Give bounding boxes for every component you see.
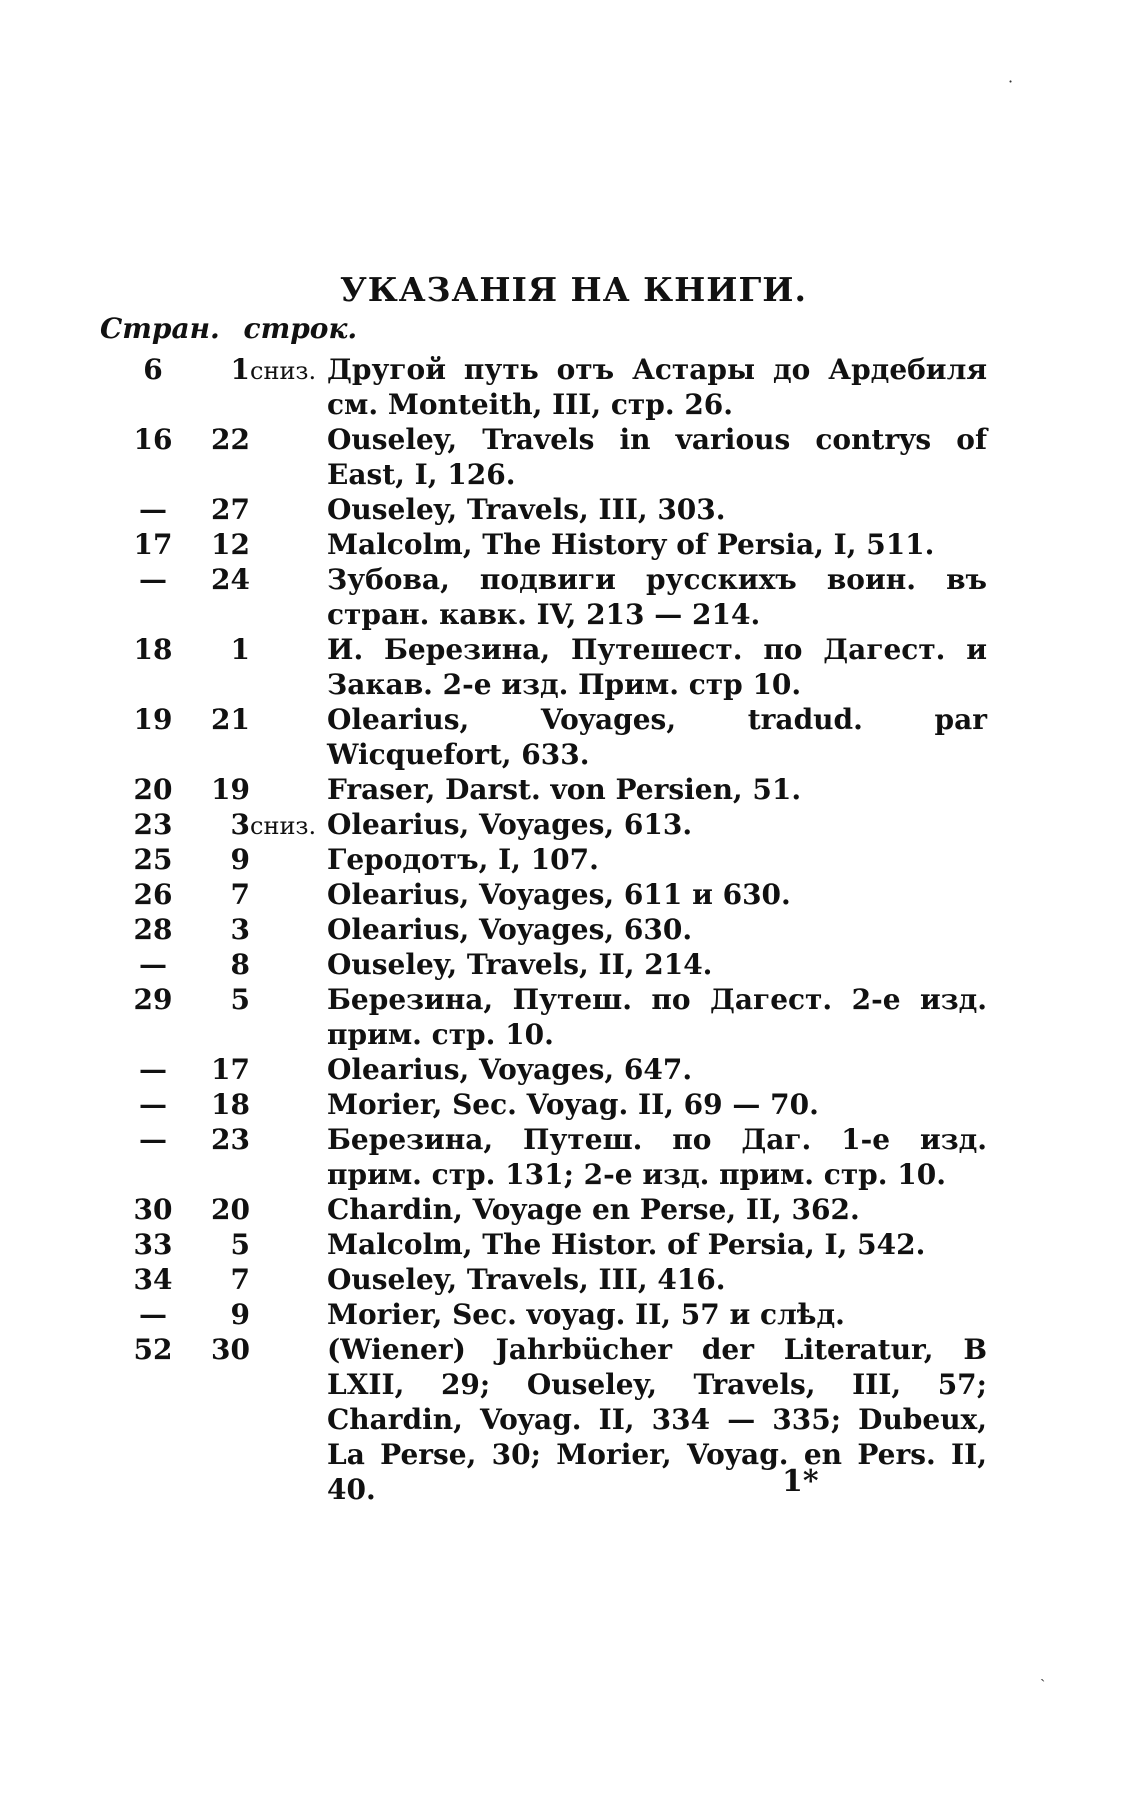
entry-reference-text: Fraser, Darst. von Persien, 51.: [327, 773, 802, 806]
column-header-line: строк.: [243, 312, 358, 345]
entry-line-value: 21: [211, 703, 250, 736]
reference-entry: [0, 947, 1140, 982]
reference-entry: [0, 1052, 1140, 1087]
entry-page-number: 34: [133, 1263, 173, 1296]
entry-reference-text: Olearius, Voyages, 611 и 630.: [327, 878, 791, 911]
reference-entry: [0, 877, 1140, 912]
entry-line-number: [192, 877, 324, 914]
entry-line-number: [192, 422, 324, 459]
entry-line-value: 18: [211, 1088, 250, 1121]
column-header-page: Стран.: [100, 312, 220, 345]
entry-line-number: [192, 527, 324, 564]
entry-line-number: [192, 807, 324, 844]
page-title: УКАЗАНІЯ НА КНИГИ.: [340, 270, 807, 309]
entry-reference-text: Olearius, Voyages, 647.: [327, 1053, 693, 1086]
entry-line-number: [192, 1087, 324, 1124]
entry-reference-text: Malcolm, The History of Persia, I, 511.: [327, 528, 935, 561]
entry-page-number: 29: [133, 983, 173, 1016]
entry-line-value: 8: [230, 948, 250, 981]
entry-page-number: 33: [133, 1228, 173, 1261]
reference-entry: [0, 1262, 1140, 1297]
entry-reference-text: Березина, Путеш. по Дагест. 2-е изд. прим. стр. 10.: [327, 983, 987, 1051]
entry-line-number: [192, 842, 324, 879]
entry-line-value: 23: [211, 1123, 250, 1156]
entry-reference-text: Ouseley, Travels, III, 303.: [327, 493, 726, 526]
entry-page-number: 17: [133, 528, 173, 561]
entry-line-number: [192, 1332, 324, 1369]
entry-page-number: 23: [133, 808, 173, 841]
reference-entry: [0, 772, 1140, 807]
entry-line-number: [192, 1122, 324, 1159]
entry-page-number: 6: [143, 353, 163, 386]
entry-line-number: [192, 947, 324, 984]
entry-page-number: 16: [133, 423, 173, 456]
entry-page-number: —: [139, 948, 167, 981]
entry-line-suffix: сниз.: [250, 357, 317, 385]
entry-reference-text: Ouseley, Travels, II, 214.: [327, 948, 713, 981]
entry-line-number: [192, 1227, 324, 1264]
entry-line-number: [192, 1262, 324, 1299]
entry-line-number: [192, 702, 324, 739]
reference-entry: [0, 1122, 1140, 1192]
entry-page-number: 18: [133, 633, 173, 666]
entry-reference-text: (Wiener) Jahrbücher der Literatur, B LXII, 29; Ouseley, Travels, III, 57; Chardin, Voyag. II, 334 — 335; Dubeux, La Perse, 30; Morier, Voyag. en Pers. II, 40.: [327, 1333, 987, 1506]
entry-reference-text: Ouseley, Travels in various contrys of East, I, 126.: [327, 423, 987, 491]
entry-reference-text: Olearius, Voyages, tradud. par Wicquefort, 633.: [327, 703, 987, 771]
entry-line-number: [192, 982, 324, 1019]
entry-line-value: 9: [230, 1298, 250, 1331]
entry-line-value: 22: [211, 423, 250, 456]
entry-line-number: [192, 1192, 324, 1229]
signature-mark: 1*: [782, 1464, 819, 1499]
reference-entry: [0, 422, 1140, 492]
entry-line-value: 3: [230, 913, 250, 946]
entry-line-number: [192, 492, 324, 529]
reference-list: [0, 352, 1140, 1507]
entry-reference-text: Геродотъ, I, 107.: [327, 843, 599, 876]
reference-entry: [0, 1087, 1140, 1122]
column-headers: [100, 312, 371, 345]
speck-mark: ˴: [1040, 1668, 1046, 1687]
entry-line-value: 1: [230, 353, 250, 386]
entry-page-number: —: [139, 1123, 167, 1156]
entry-reference-text: Olearius, Voyages, 613.: [327, 808, 693, 841]
speck-mark: ·: [1008, 72, 1014, 91]
entry-reference-text: Morier, Sec. Voyag. II, 69 — 70.: [327, 1088, 819, 1121]
entry-reference-text: Другой путь отъ Астары до Ардебиля см. Monteith, III, стр. 26.: [327, 353, 987, 421]
entry-page-number: —: [139, 1298, 167, 1331]
entry-line-value: 3: [230, 808, 250, 841]
entry-reference-text: Malcolm, The Histor. of Persia, I, 542.: [327, 1228, 926, 1261]
entry-line-number: [192, 1052, 324, 1089]
entry-reference-text: Olearius, Voyages, 630.: [327, 913, 693, 946]
reference-entry: [0, 842, 1140, 877]
reference-entry: [0, 982, 1140, 1052]
entry-line-number: [192, 632, 324, 669]
entry-line-value: 27: [211, 493, 250, 526]
reference-entry: [0, 1192, 1140, 1227]
entry-line-value: 30: [211, 1333, 250, 1366]
entry-line-number: [192, 562, 324, 599]
entry-page-number: 19: [133, 703, 173, 736]
entry-line-value: 7: [230, 878, 250, 911]
entry-page-number: 28: [133, 913, 173, 946]
entry-reference-text: Березина, Путеш. по Даг. 1-е изд. прим. стр. 131; 2-е изд. прим. стр. 10.: [327, 1123, 987, 1191]
reference-entry: [0, 527, 1140, 562]
entry-line-value: 9: [230, 843, 250, 876]
entry-page-number: 30: [133, 1193, 173, 1226]
reference-entry: [0, 1297, 1140, 1332]
reference-entry: [0, 1227, 1140, 1262]
entry-page-number: —: [139, 563, 167, 596]
entry-line-number: [192, 912, 324, 949]
entry-reference-text: Ouseley, Travels, III, 416.: [327, 1263, 726, 1296]
entry-line-suffix: сниз.: [250, 812, 317, 840]
reference-entry: [0, 562, 1140, 632]
entry-reference-text: Morier, Sec. voyag. II, 57 и слѣд.: [327, 1298, 845, 1331]
entry-line-number: [192, 352, 324, 389]
reference-entry: [0, 702, 1140, 772]
entry-line-value: 12: [211, 528, 250, 561]
entry-line-value: 5: [230, 1228, 250, 1261]
entry-reference-text: Chardin, Voyage en Perse, II, 362.: [327, 1193, 860, 1226]
reference-entry: [0, 912, 1140, 947]
entry-page-number: —: [139, 1053, 167, 1086]
reference-entry: [0, 352, 1140, 422]
entry-page-number: 25: [133, 843, 173, 876]
entry-line-number: [192, 772, 324, 809]
entry-page-number: 26: [133, 878, 173, 911]
entry-line-number: [192, 1297, 324, 1334]
reference-entry: [0, 807, 1140, 842]
entry-page-number: —: [139, 493, 167, 526]
entry-reference-text: И. Березина, Путешест. по Дагест. и Закав. 2-е изд. Прим. стр 10.: [327, 633, 987, 701]
entry-line-value: 5: [230, 983, 250, 1016]
entry-line-value: 24: [211, 563, 250, 596]
entry-page-number: 52: [133, 1333, 173, 1366]
entry-page-number: —: [139, 1088, 167, 1121]
reference-entry: [0, 632, 1140, 702]
entry-line-value: 1: [230, 633, 250, 666]
entry-reference-text: Зубова, подвиги русскихъ воин. въ стран. кавк. IV, 213 — 214.: [327, 563, 987, 631]
reference-entry: [0, 1332, 1140, 1507]
entry-page-number: 20: [133, 773, 173, 806]
entry-line-value: 20: [211, 1193, 250, 1226]
entry-line-value: 7: [230, 1263, 250, 1296]
reference-entry: [0, 492, 1140, 527]
entry-line-value: 19: [211, 773, 250, 806]
entry-line-value: 17: [211, 1053, 250, 1086]
